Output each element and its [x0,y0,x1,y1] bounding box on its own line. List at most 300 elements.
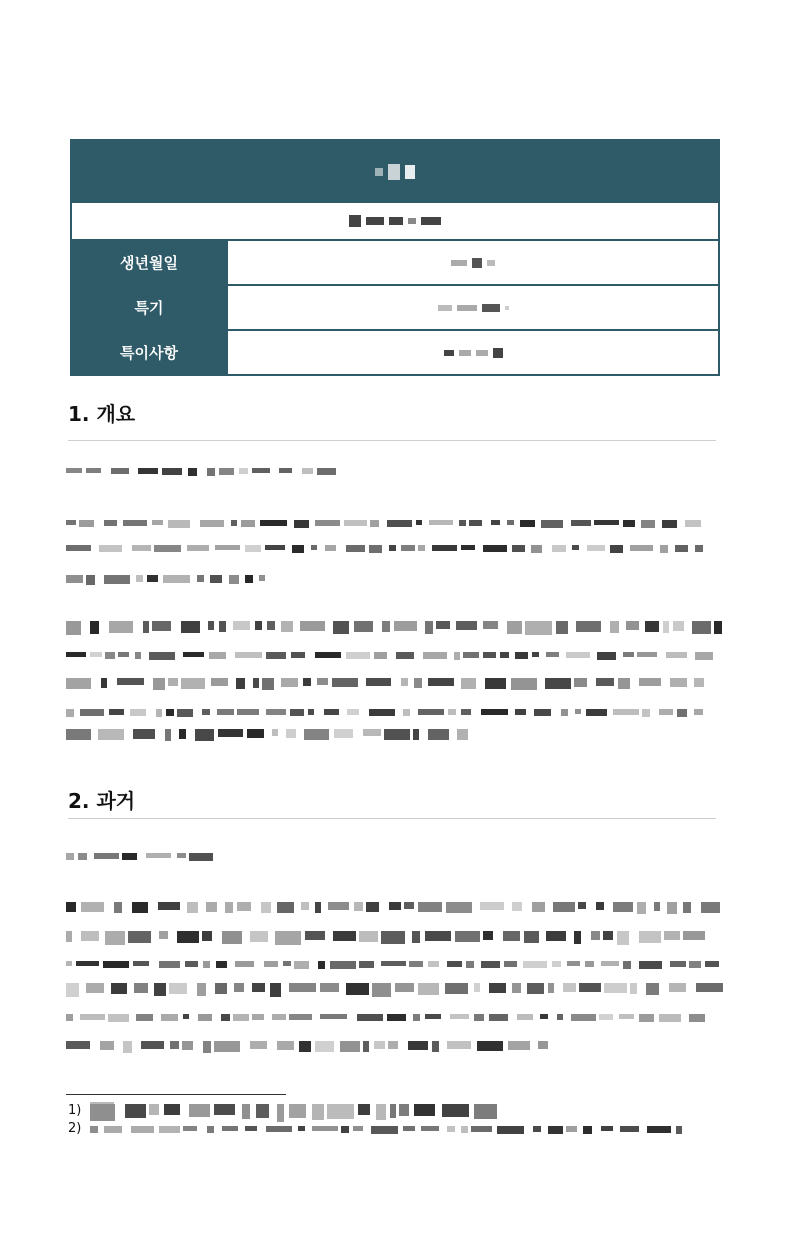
redacted-text-block [610,621,619,633]
redacted-text-block [418,983,439,995]
redacted-text-block [211,678,228,686]
redacted-text-block [659,709,673,715]
redacted-text-block [359,961,374,968]
redacted-text-block [469,520,482,526]
redacted-text-block [666,652,687,658]
redacted-text-block [260,520,287,526]
redacted-text-block [390,1104,396,1118]
redacted-text-block [104,1126,122,1133]
redacted-text-block [596,902,604,910]
redacted-text-block [164,1104,180,1115]
redacted-text-block [149,1104,159,1115]
redacted-text-block [281,621,293,632]
redacted-text-block [325,545,336,551]
redacted-text-block [183,1126,197,1131]
redacted-text-block [66,621,81,635]
redacted-text-block [169,983,187,994]
redacted-value [438,304,509,312]
redacted-text-block [200,520,224,527]
redacted-text-block [66,468,82,473]
redacted-text-block [586,709,607,716]
redacted-text-block [423,652,447,659]
redacted-text-block [545,678,571,689]
redacted-text-block [432,1041,439,1052]
redacted-text-block [534,709,551,716]
redacted-text-block [664,931,680,940]
redacted-text-block [320,983,339,992]
redacted-text-block [645,621,659,632]
redacted-text-block [563,983,576,992]
redacted-text-block [152,520,163,525]
redacted-text-block [239,468,248,474]
redacted-text-block [281,678,298,687]
redacted-text-block [222,1126,238,1131]
redacted-text-block [138,468,158,474]
redacted-text-block [546,652,559,657]
redacted-text-block [384,729,410,740]
redacted-text-block [418,709,444,715]
redacted-text-block [134,983,148,993]
redacted-text-block [133,961,149,966]
redacted-text-block [456,621,477,630]
redacted-text-block [425,621,433,634]
redacted-text-block [618,678,630,689]
redacted-text-block [463,652,479,658]
redacted-text-block [670,678,687,687]
redacted-text-block [394,621,417,631]
redacted-text-block [418,545,425,551]
redacted-text-block [450,1014,469,1019]
redacted-text-block [395,983,414,992]
redacted-text-block [341,1126,349,1133]
redacted-text-block [512,545,525,552]
redacted-text-block [237,902,251,911]
redacted-text-block [571,520,591,526]
redacted-text-block [403,1126,415,1131]
redacted-text-block [300,621,325,631]
redacted-text-block [520,520,535,527]
redacted-text-block [252,983,265,992]
redacted-text-block [270,983,281,997]
redacted-text-block [122,853,137,860]
redacted-text-block [141,1041,164,1049]
redacted-text-block [359,931,378,942]
label-notes: 특이사항 [72,331,228,374]
redacted-text-block [315,902,321,913]
redacted-text-block [203,961,210,968]
redacted-text-block [370,520,379,527]
redacted-text-block [105,931,125,945]
redacted-text-block [455,931,480,942]
redacted-text-block [408,1041,428,1050]
redacted-text-block [459,520,466,526]
redacted-text-block [170,1041,179,1049]
redacted-text-block [566,652,590,658]
redacted-text-block [401,545,415,551]
redacted-text-block [413,729,419,740]
redacted-text-block [353,1126,363,1131]
redacted-text-block [388,1041,398,1049]
redacted-text-block [250,931,268,942]
redacted-text-block [162,468,182,475]
redacted-text-block [481,709,508,715]
redacted-text-block [507,621,522,634]
redacted-text-block [626,621,639,630]
redacted-text-block [149,652,175,660]
redacted-text-block [256,1104,269,1118]
redacted-text-block [425,1014,441,1019]
redacted-text-block [571,1014,596,1021]
redacted-text-block [94,853,119,859]
redacted-text-block [454,652,460,660]
redacted-text-block [252,468,270,473]
redacted-text-block [500,652,509,658]
redacted-text-block [330,961,356,969]
redacted-text-block [215,545,240,550]
redacted-text-block [104,520,117,526]
redacted-text-block [203,1041,211,1053]
redacted-text-block [630,545,653,551]
section-heading-overview: 1. 개요 [68,402,136,426]
redacted-text-block [376,1104,386,1120]
redacted-text-block [128,931,151,943]
redacted-text-block [242,1104,250,1119]
redacted-text-block [208,621,214,630]
redacted-text-block [233,621,250,630]
redacted-text-block [272,729,278,736]
redacted-text-block [229,575,239,584]
redacted-text-block [527,983,544,994]
redacted-text-block [177,931,199,943]
redacted-text-block [177,853,186,858]
redacted-text-block [594,520,619,525]
redacted-text-block [483,621,498,629]
redacted-text-block [81,931,99,941]
infobox-title [72,141,718,203]
redacted-text-block [66,853,74,860]
redacted-text-block [168,520,190,528]
redacted-text-block [195,729,214,741]
redacted-text-block [294,520,309,528]
redacted-text-block [515,709,526,715]
redacted-text-block [90,621,99,634]
redacted-text-block [168,678,178,686]
redacted-text-block [639,678,661,686]
redacted-text-block [154,983,166,996]
redacted-text-block [245,545,261,552]
redacted-text-block [98,729,124,740]
redacted-text-block [187,545,209,551]
redacted-value [444,348,503,358]
redacted-text-block [66,652,86,657]
redacted-text-block [574,678,587,687]
redacted-text-block [292,545,304,553]
redacted-text-block [179,729,186,739]
redacted-text-block [311,545,317,550]
redacted-text-block [574,931,581,944]
redacted-text-block [561,709,568,716]
redacted-text-block [198,1014,212,1021]
redacted-text-block [275,931,301,945]
redacted-text-block [572,545,579,550]
redacted-text-block [267,621,275,630]
redacted-text-block [416,520,422,525]
redacted-text-block [705,961,719,967]
redacted-text-block [461,1126,468,1133]
infobox-row-birthdate [72,241,718,286]
redacted-text-block [533,1126,541,1132]
redacted-text-block [695,545,703,552]
redacted-text-block [202,931,212,941]
redacted-text-block [225,902,233,913]
redacted-text-block [412,931,420,943]
redacted-text-block [301,902,309,910]
infobox-row-skill [72,286,718,331]
redacted-text-block [346,983,369,995]
redacted-text-block [676,1126,682,1134]
redacted-text-block [421,1126,439,1131]
redacted-text-block [132,545,151,551]
redacted-text-block [181,621,200,633]
redacted-text-block [689,1014,705,1022]
redacted-text-block [66,678,91,689]
redacted-text-block [637,902,646,914]
infobox-subtitle [72,203,718,241]
redacted-text-block [346,545,365,552]
redacted-text-block [604,983,627,993]
redacted-text-block [197,575,204,582]
redacted-text-block [78,853,87,860]
redacted-text-block [185,961,198,967]
section-divider [68,440,716,441]
footnote-divider [66,1094,286,1095]
redacted-text-block [641,520,655,528]
redacted-text-block [237,709,259,715]
redacted-text-block [209,652,226,659]
redacted-text-block [156,709,162,717]
redacted-text-block [187,902,198,913]
redacted-text-block [432,545,457,551]
redacted-subtitle [349,215,441,227]
redacted-text-block [425,931,451,941]
redacted-text-block [491,520,500,525]
redacted-text-block [524,931,539,943]
redacted-text-block [252,1014,264,1020]
redacted-text-block [294,961,309,969]
redacted-text-block [497,1126,524,1134]
redacted-text-block [317,678,328,685]
redacted-text-block [90,1104,115,1121]
redacted-text-block [714,621,722,634]
redacted-text-block [123,520,147,526]
redacted-text-block [548,983,554,993]
redacted-text-block [253,678,259,688]
redacted-text-block [436,621,450,629]
redacted-text-block [461,678,476,689]
redacted-text-block [279,468,292,473]
redacted-text-block [603,931,613,940]
redacted-text-block [236,678,245,689]
redacted-text-block [154,545,181,552]
redacted-text-block [483,545,507,552]
redacted-text-block [480,902,504,910]
redacted-text-block [366,678,391,686]
redacted-text-block [80,1014,105,1020]
redacted-text-block [207,1126,214,1133]
redacted-text-block [369,709,395,716]
redacted-text-block [442,1104,469,1117]
redacted-text-block [66,961,72,966]
redacted-text-block [483,652,496,658]
redacted-text-block [291,652,305,658]
redacted-text-block [131,1126,154,1133]
redacted-text-block [302,468,313,474]
redacted-text-block [344,520,367,526]
redacted-text-block [159,931,168,939]
redacted-text-block [637,652,657,657]
redacted-text-block [532,902,545,912]
redacted-text-block [159,961,180,968]
redacted-text-block [320,1014,347,1019]
section-heading-past: 2. 과거 [68,789,136,813]
redacted-text-block [147,575,158,582]
redacted-text-block [143,621,149,633]
redacted-text-block [234,983,244,992]
redacted-text-block [512,902,522,911]
redacted-text-block [601,961,619,966]
redacted-text-block [328,902,349,910]
redacted-text-block [531,545,542,553]
redacted-text-block [235,652,262,658]
redacted-text-block [76,961,99,966]
redacted-text-block [132,902,148,913]
redacted-text-block [654,902,660,911]
redacted-text-block [382,621,390,632]
redacted-text-block [346,652,370,659]
redacted-text-block [447,1041,471,1049]
redacted-text-block [474,1104,497,1119]
redacted-text-block [694,709,703,715]
redacted-text-block [489,983,506,993]
redacted-text-block [552,545,566,552]
redacted-text-block [575,709,581,714]
redacted-text-block [401,678,408,686]
footnote-2: 2) [68,1121,82,1136]
redacted-text-block [623,520,635,527]
redacted-text-block [578,902,586,909]
redacted-text-block [197,983,206,996]
value-birthdate [228,241,718,284]
redacted-text-block [662,520,677,528]
redacted-text-block [101,678,107,688]
redacted-text-block [315,1041,334,1052]
redacted-text-block [312,1104,324,1120]
redacted-text-block [333,931,356,941]
redacted-text-block [245,1126,257,1131]
infobox [70,139,720,376]
redacted-text-block [399,1104,409,1116]
redacted-text-block [66,729,91,740]
redacted-text-block [683,902,691,913]
redacted-text-block [153,678,165,690]
redacted-text-block [374,1041,385,1049]
redacted-text-block [125,1104,146,1118]
redacted-text-block [404,902,414,909]
redacted-text-block [66,983,79,997]
redacted-text-block [66,575,83,583]
redacted-text-block [161,1014,178,1021]
redacted-text-block [552,961,561,967]
redacted-text-block [515,652,528,659]
redacted-text-block [381,931,405,944]
redacted-text-block [566,1126,577,1132]
redacted-text-block [692,621,711,634]
redacted-text-block [369,545,382,553]
redacted-text-block [80,709,104,716]
redacted-text-block [623,652,634,657]
redacted-text-block [159,1126,180,1133]
redacted-text-block [66,1041,90,1049]
redacted-text-block [152,621,171,631]
redacted-text-block [283,961,291,966]
redacted-text-block [428,961,439,967]
redacted-text-block [667,902,677,914]
redacted-text-block [525,621,552,635]
redacted-text-block [507,520,514,525]
redacted-text-block [347,709,359,715]
redacted-text-block [647,1126,671,1133]
redacted-text-block [99,545,122,552]
redacted-text-block [308,709,314,715]
redacted-text-block [303,678,311,686]
redacted-text-block [601,1126,613,1131]
redacted-text-block [597,652,616,660]
redacted-text-block [233,1014,249,1021]
redacted-text-block [471,1126,492,1132]
redacted-text-block [489,1014,508,1021]
redacted-text-block [610,545,623,553]
redacted-text-block [567,961,580,966]
redacted-text-block [332,678,358,687]
redacted-text-block [553,902,575,912]
redacted-text-block [299,1041,311,1052]
redacted-text-block [357,1014,383,1021]
redacted-text-block [670,961,686,967]
redacted-text-block [266,652,286,659]
redacted-text-block [221,1014,230,1021]
redacted-text-block [540,1014,548,1019]
redacted-text-block [265,545,285,550]
redacted-text-block [414,1104,435,1116]
redacted-text-block [219,468,234,475]
redacted-text-block [166,709,174,716]
redacted-text-block [207,468,215,476]
redacted-text-block [694,678,704,687]
redacted-text-block [305,931,325,940]
redacted-text-block [66,902,76,912]
redacted-text-block [289,1014,312,1020]
redacted-text-block [642,709,650,717]
redacted-text-block [264,961,278,967]
redacted-text-block [289,983,316,992]
redacted-text-block [327,1104,354,1119]
redacted-text-block [659,1014,681,1022]
redacted-text-block [108,1014,129,1022]
redacted-text-block [245,575,253,583]
redacted-text-block [512,983,521,993]
redacted-text-block [304,729,329,740]
redacted-text-block [689,961,701,968]
